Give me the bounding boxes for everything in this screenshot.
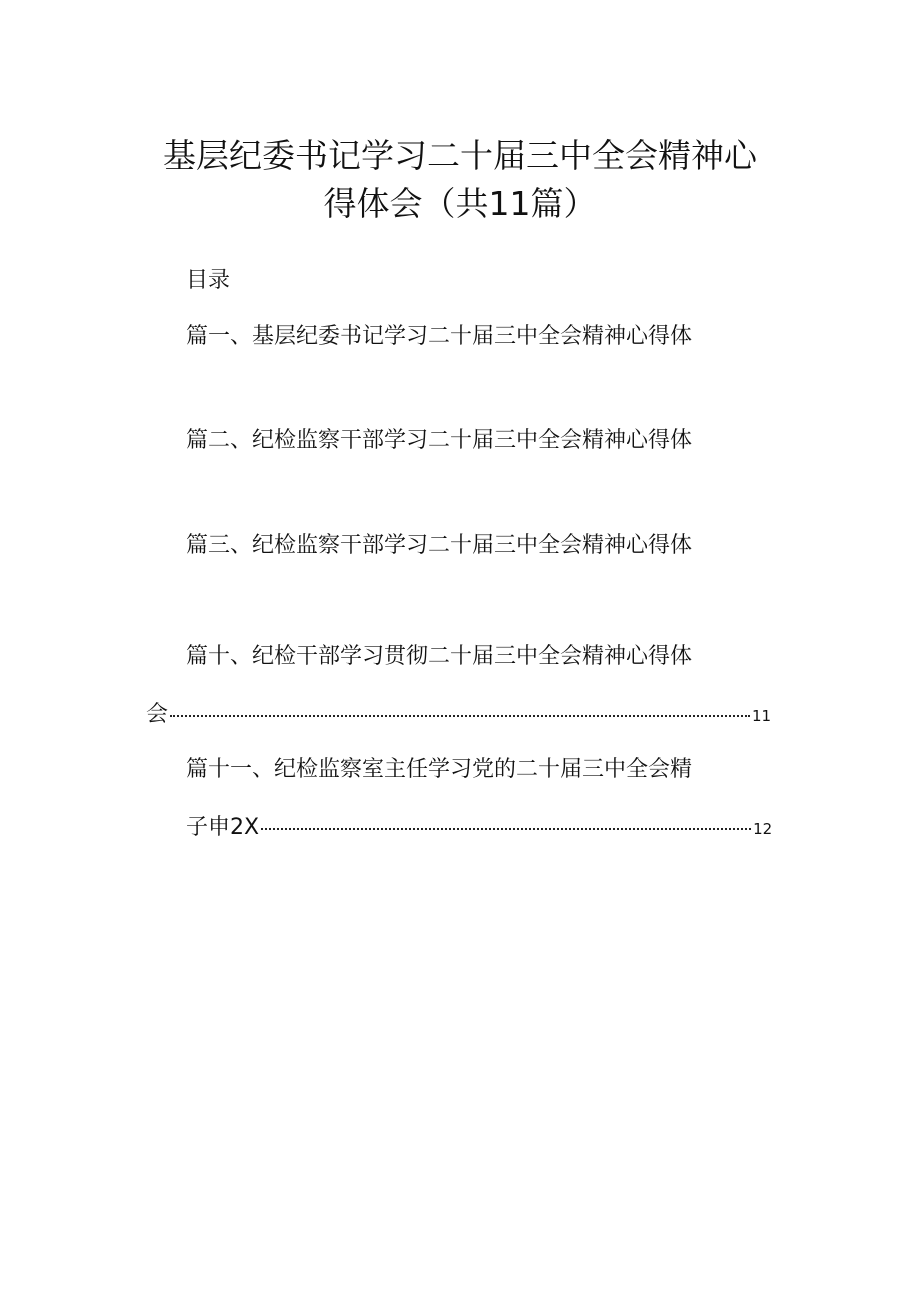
toc-entry-4-continuation[interactable] bbox=[146, 700, 776, 731]
toc-entry-2[interactable]: 篇二、纪检监察干部学习二十届三中全会精神心得体 bbox=[186, 428, 693, 453]
toc-entry-5-continuation-text: 子申2X bbox=[186, 815, 260, 840]
toc-entry-4-page-number: 11 bbox=[752, 707, 772, 725]
toc-entry-5-continuation[interactable] bbox=[186, 813, 786, 844]
document-title-line-2: 得体会（共11篇） bbox=[323, 184, 597, 223]
toc-entry-5-page-number: 12 bbox=[753, 820, 773, 838]
toc-heading: 目录 bbox=[186, 268, 231, 293]
toc-entry-5[interactable]: 篇十一、纪检监察室主任学习党的二十届三中全会精 bbox=[186, 757, 693, 782]
toc-entry-5-leader-dots bbox=[261, 828, 751, 830]
toc-entry-4-leader-dots bbox=[170, 715, 750, 717]
toc-entry-3[interactable]: 篇三、纪检监察干部学习二十届三中全会精神心得体 bbox=[186, 533, 693, 558]
document-title-line-1: 基层纪委书记学习二十届三中全会精神心 bbox=[163, 136, 757, 175]
document-title bbox=[120, 132, 800, 228]
toc-entry-4-continuation-text: 会 bbox=[146, 702, 169, 727]
toc-entry-1[interactable]: 篇一、基层纪委书记学习二十届三中全会精神心得体 bbox=[186, 324, 693, 349]
toc-entry-4[interactable]: 篇十、纪检干部学习贯彻二十届三中全会精神心得体 bbox=[186, 644, 693, 669]
